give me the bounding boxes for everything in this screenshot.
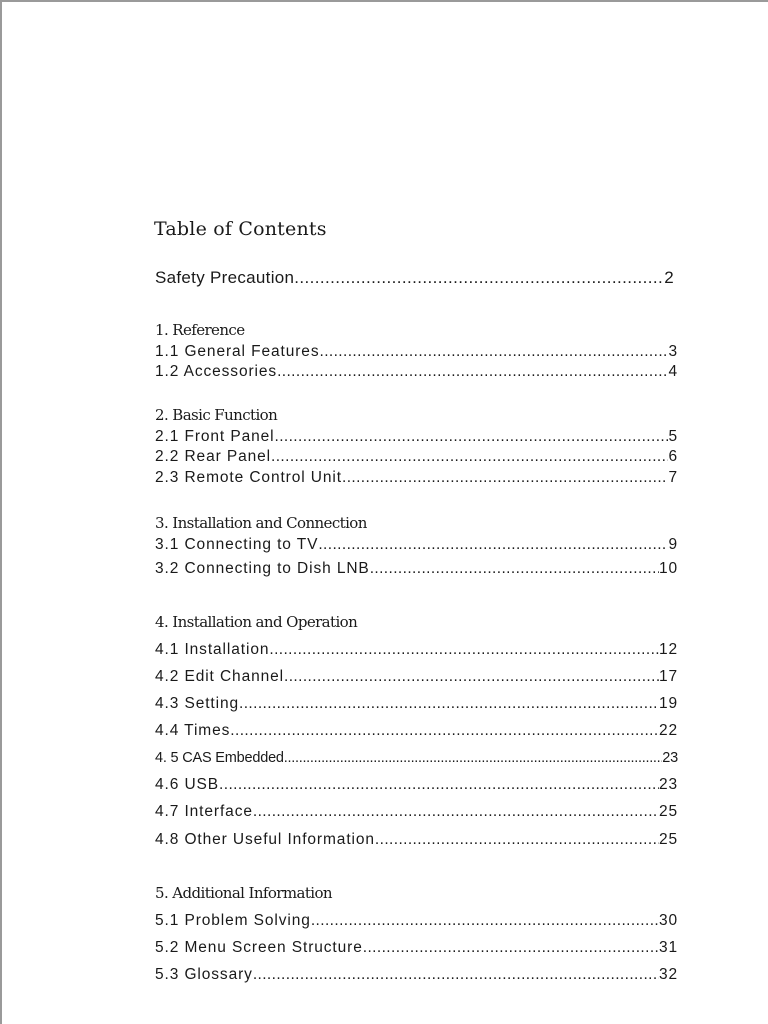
toc-leader-dots <box>342 469 668 487</box>
toc-entry-label: 2.1 Front Panel <box>155 428 275 445</box>
toc-page-number: 32 <box>658 966 678 983</box>
toc-page-number: 2 <box>664 268 674 287</box>
toc-entry-connecting-to-dish-lnb[interactable] <box>155 560 678 578</box>
toc-page-number: 12 <box>658 641 678 658</box>
toc-leader-dots <box>284 750 662 766</box>
toc-entry-interface[interactable] <box>155 803 678 821</box>
toc-entry-label: 5.3 Glossary <box>155 966 253 983</box>
toc-page-number: 7 <box>668 469 678 486</box>
toc-leader-dots <box>311 912 659 930</box>
toc-leader-dots <box>318 536 668 554</box>
toc-page-number: 30 <box>658 912 678 929</box>
toc-entry-label: 5.2 Menu Screen Structure <box>155 939 363 956</box>
toc-entry-edit-channel[interactable] <box>155 668 678 686</box>
toc-entry-label: 4.2 Edit Channel <box>155 668 285 685</box>
toc-entry-other-useful-information[interactable] <box>155 831 678 849</box>
toc-entry-label: 2.2 Rear Panel <box>155 448 271 465</box>
toc-page-number: 31 <box>658 939 678 956</box>
section-heading-installation-connection: 3. Installation and Connection <box>155 514 367 532</box>
toc-leader-dots <box>271 448 668 466</box>
toc-leader-dots <box>253 803 659 821</box>
section-heading-basic-function: 2. Basic Function <box>155 406 278 424</box>
toc-page-number: 10 <box>658 560 678 577</box>
section-heading-reference: 1. Reference <box>155 321 245 339</box>
section-heading-additional-information: 5. Additional Information <box>155 884 332 902</box>
toc-entry-label: 5.1 Problem Solving <box>155 912 311 929</box>
toc-entry-label: 4.1 Installation <box>155 641 270 658</box>
toc-leader-dots <box>239 695 659 713</box>
toc-entry-problem-solving[interactable] <box>155 912 678 930</box>
toc-entry-menu-screen-structure[interactable] <box>155 939 678 957</box>
toc-leader-dots <box>253 966 659 984</box>
toc-entry-label: 4.3 Setting <box>155 695 240 712</box>
toc-leader-dots <box>274 428 668 446</box>
toc-entry-label: 4.7 Interface <box>155 803 253 820</box>
toc-entry-front-panel[interactable] <box>155 428 678 446</box>
toc-leader-dots <box>294 268 664 288</box>
toc-page-number: 23 <box>662 750 678 766</box>
toc-leader-dots <box>370 560 659 578</box>
toc-entry-label: 3.1 Connecting to TV <box>155 536 319 553</box>
toc-entry-glossary[interactable] <box>155 966 678 984</box>
toc-leader-dots <box>284 668 659 686</box>
toc-page-number: 23 <box>658 776 678 793</box>
toc-page-number: 6 <box>668 448 678 465</box>
toc-leader-dots <box>277 363 668 381</box>
toc-entry-label: 1.1 General Features <box>155 343 320 360</box>
toc-entry-connecting-to-tv[interactable] <box>155 536 678 554</box>
toc-leader-dots <box>319 343 668 361</box>
section-heading-installation-operation: 4. Installation and Operation <box>155 613 358 631</box>
toc-leader-dots <box>375 831 659 849</box>
toc-entry-label: 4. 5 CAS Embedded <box>155 750 284 766</box>
toc-page-number: 25 <box>658 831 678 848</box>
toc-page-number: 9 <box>668 536 678 553</box>
toc-entry-safety-precaution[interactable] <box>155 268 674 288</box>
toc-page-number: 5 <box>668 428 678 445</box>
toc-page-number: 4 <box>668 363 678 380</box>
toc-leader-dots <box>269 641 659 659</box>
toc-entry-installation[interactable] <box>155 641 678 659</box>
toc-entry-label: 4.4 Times <box>155 722 231 739</box>
toc-entry-accessories[interactable] <box>155 363 678 381</box>
toc-entry-label: 4.8 Other Useful Information <box>155 831 375 848</box>
toc-page-number: 25 <box>658 803 678 820</box>
toc-entry-label: Safety Precaution <box>155 268 295 287</box>
toc-page-number: 22 <box>658 722 678 739</box>
toc-entry-label: 3.2 Connecting to Dish LNB <box>155 560 370 577</box>
toc-leader-dots <box>219 776 659 794</box>
toc-entry-setting[interactable] <box>155 695 678 713</box>
toc-entry-label: 4.6 USB <box>155 776 220 793</box>
toc-entry-times[interactable] <box>155 722 678 740</box>
toc-entry-cas-embedded[interactable] <box>155 750 678 766</box>
toc-leader-dots <box>363 939 659 957</box>
toc-page-number: 19 <box>658 695 678 712</box>
toc-entry-general-features[interactable] <box>155 343 678 361</box>
toc-leader-dots <box>230 722 659 740</box>
toc-entry-remote-control-unit[interactable] <box>155 469 678 487</box>
toc-page-number: 17 <box>658 668 678 685</box>
page-title: Table of Contents <box>154 218 327 240</box>
toc-entry-label: 1.2 Accessories <box>155 363 278 380</box>
toc-entry-rear-panel[interactable] <box>155 448 678 466</box>
toc-entry-label: 2.3 Remote Control Unit <box>155 469 342 486</box>
toc-page-number: 3 <box>668 343 678 360</box>
toc-entry-usb[interactable] <box>155 776 678 794</box>
